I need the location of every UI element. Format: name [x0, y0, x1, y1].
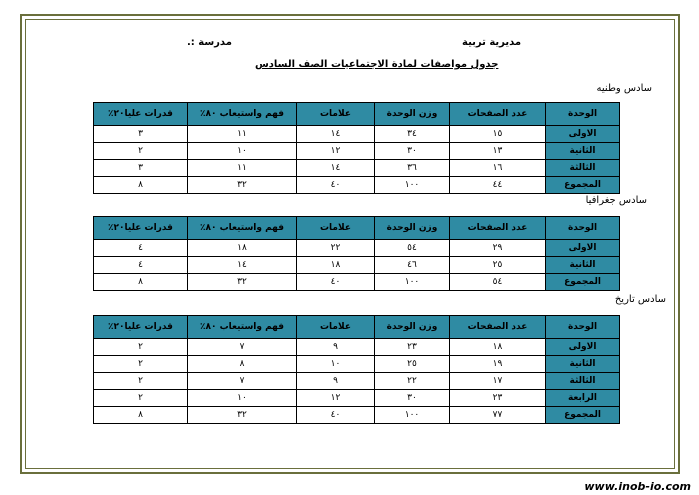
cell-weight: ٣٤: [375, 126, 450, 143]
cell-pages: ٢٩: [450, 240, 546, 257]
col-header-pages: عدد الصفحات: [450, 316, 546, 339]
col-header-marks: علامات: [297, 217, 375, 240]
cell-marks: ١٤: [297, 160, 375, 177]
col-header-weight: وزن الوحدة: [375, 217, 450, 240]
row-total-label: المجموع: [546, 177, 620, 194]
col-header-higher-skills: قدرات عليا٢٠٪: [94, 103, 188, 126]
table-row: [94, 356, 620, 373]
col-header-marks: علامات: [297, 103, 375, 126]
cell-comprehension: ١٨: [188, 240, 297, 257]
school-label: مدرسة :.: [187, 37, 232, 48]
table-row: [94, 160, 620, 177]
cell-marks: ٤٠: [297, 177, 375, 194]
table-header-row: [94, 316, 620, 339]
cell-weight: ١٠٠: [375, 274, 450, 291]
cell-higher-skills: ٢: [94, 339, 188, 356]
row-unit: الثانية: [546, 356, 620, 373]
row-unit: الثالثة: [546, 373, 620, 390]
cell-higher-skills: ٣: [94, 126, 188, 143]
cell-marks: ٤٠: [297, 407, 375, 424]
cell-marks: ٩: [297, 339, 375, 356]
cell-pages: ١٧: [450, 373, 546, 390]
cell-weight: ٢٣: [375, 339, 450, 356]
cell-marks: ٩: [297, 373, 375, 390]
cell-higher-skills: ٢: [94, 356, 188, 373]
site-watermark: www.inob-io.com: [584, 480, 691, 493]
cell-pages: ٢٣: [450, 390, 546, 407]
table-row: [94, 240, 620, 257]
cell-comprehension: ٣٢: [188, 274, 297, 291]
cell-higher-skills: ٨: [94, 177, 188, 194]
table-total-row: [94, 407, 620, 424]
col-header-weight: وزن الوحدة: [375, 103, 450, 126]
spec-table-civics: [93, 102, 620, 194]
col-header-higher-skills: قدرات عليا٢٠٪: [94, 217, 188, 240]
cell-pages: ٢٥: [450, 257, 546, 274]
cell-marks: ١٤: [297, 126, 375, 143]
cell-comprehension: ٣٢: [188, 177, 297, 194]
cell-comprehension: ١٤: [188, 257, 297, 274]
cell-pages: ١٦: [450, 160, 546, 177]
section-label-geography: سادس جغرافيا: [585, 195, 647, 206]
table-row: [94, 373, 620, 390]
col-header-higher-skills: قدرات عليا٢٠٪: [94, 316, 188, 339]
cell-weight: ١٠٠: [375, 407, 450, 424]
cell-comprehension: ٣٢: [188, 407, 297, 424]
col-header-comprehension: فهم واستيعاب ٨٠٪: [188, 217, 297, 240]
cell-marks: ٢٢: [297, 240, 375, 257]
row-unit: الثانية: [546, 257, 620, 274]
table-total-row: [94, 274, 620, 291]
row-unit: الرابعة: [546, 390, 620, 407]
cell-marks: ١٢: [297, 390, 375, 407]
col-header-pages: عدد الصفحات: [450, 103, 546, 126]
cell-weight: ٤٦: [375, 257, 450, 274]
row-unit: الاولى: [546, 126, 620, 143]
cell-weight: ٢٥: [375, 356, 450, 373]
table-row: [94, 257, 620, 274]
cell-marks: ١٢: [297, 143, 375, 160]
row-total-label: المجموع: [546, 407, 620, 424]
col-header-unit: الوحدة: [546, 217, 620, 240]
cell-higher-skills: ٤: [94, 257, 188, 274]
table-header-row: [94, 103, 620, 126]
cell-higher-skills: ٢: [94, 373, 188, 390]
cell-comprehension: ١١: [188, 126, 297, 143]
table-total-row: [94, 177, 620, 194]
col-header-unit: الوحدة: [546, 316, 620, 339]
document-title: جدول مواصفات لمادة الاجتماعيات الصف السادس: [255, 59, 499, 70]
cell-higher-skills: ٢: [94, 143, 188, 160]
cell-marks: ٤٠: [297, 274, 375, 291]
section-label-civics: سادس وطنيه: [596, 83, 652, 94]
table-row: [94, 339, 620, 356]
row-unit: الاولى: [546, 240, 620, 257]
cell-pages: ٧٧: [450, 407, 546, 424]
table-row: [94, 126, 620, 143]
cell-comprehension: ٧: [188, 373, 297, 390]
col-header-unit: الوحدة: [546, 103, 620, 126]
cell-comprehension: ١٠: [188, 143, 297, 160]
cell-pages: ١٣: [450, 143, 546, 160]
row-unit: الاولى: [546, 339, 620, 356]
cell-pages: ١٥: [450, 126, 546, 143]
cell-comprehension: ١٠: [188, 390, 297, 407]
cell-weight: ٥٤: [375, 240, 450, 257]
cell-weight: ٣٠: [375, 390, 450, 407]
cell-marks: ١٨: [297, 257, 375, 274]
table-row: [94, 143, 620, 160]
cell-higher-skills: ٨: [94, 274, 188, 291]
cell-higher-skills: ٨: [94, 407, 188, 424]
col-header-comprehension: فهم واستيعاب ٨٠٪: [188, 316, 297, 339]
col-header-pages: عدد الصفحات: [450, 217, 546, 240]
cell-weight: ٣٠: [375, 143, 450, 160]
col-header-comprehension: فهم واستيعاب ٨٠٪: [188, 103, 297, 126]
cell-weight: ٢٢: [375, 373, 450, 390]
cell-comprehension: ٨: [188, 356, 297, 373]
col-header-marks: علامات: [297, 316, 375, 339]
cell-comprehension: ١١: [188, 160, 297, 177]
row-unit: الثانية: [546, 143, 620, 160]
cell-weight: ٣٦: [375, 160, 450, 177]
spec-table-history: [93, 315, 620, 424]
cell-comprehension: ٧: [188, 339, 297, 356]
spec-table-geography: [93, 216, 620, 291]
cell-pages: ١٨: [450, 339, 546, 356]
col-header-weight: وزن الوحدة: [375, 316, 450, 339]
table-row: [94, 390, 620, 407]
row-total-label: المجموع: [546, 274, 620, 291]
table-header-row: [94, 217, 620, 240]
cell-higher-skills: ٤: [94, 240, 188, 257]
cell-higher-skills: ٣: [94, 160, 188, 177]
row-unit: الثالثة: [546, 160, 620, 177]
cell-higher-skills: ٢: [94, 390, 188, 407]
cell-weight: ١٠٠: [375, 177, 450, 194]
cell-pages: ٥٤: [450, 274, 546, 291]
directorate-label: مديرية تربية: [462, 37, 522, 48]
section-label-history: سادس تاريخ: [614, 294, 666, 305]
cell-marks: ١٠: [297, 356, 375, 373]
cell-pages: ١٩: [450, 356, 546, 373]
cell-pages: ٤٤: [450, 177, 546, 194]
